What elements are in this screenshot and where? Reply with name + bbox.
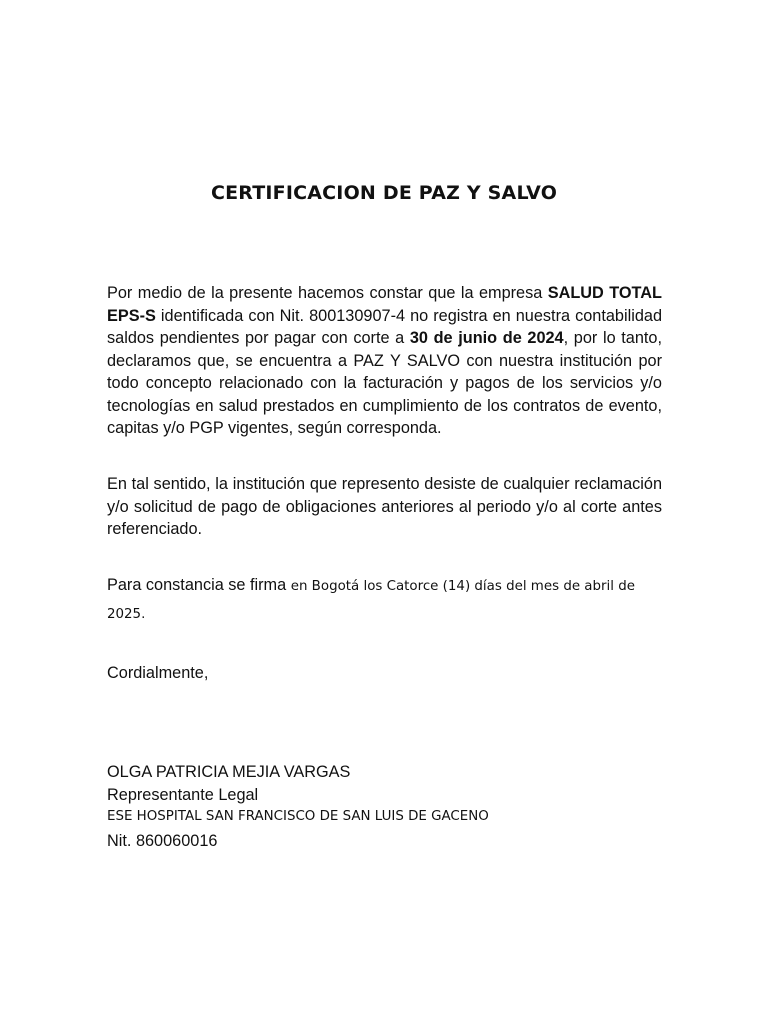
closing-salutation: Cordialmente,	[107, 664, 209, 682]
signer-name: OLGA PATRICIA MEJIA VARGAS	[107, 763, 351, 781]
signing-paragraph	[107, 572, 662, 628]
institution-nit: Nit. 860060016	[107, 832, 218, 850]
signer-role: Representante Legal	[107, 786, 259, 804]
paragraph1-text-1: Por medio de la presente hacemos constar que la empresa	[107, 284, 548, 302]
cutoff-date: 30 de junio de 2024	[409, 329, 564, 347]
company-name: SALUD TOTAL EPS-S	[107, 284, 662, 325]
signer-institution: ESE HOSPITAL SAN FRANCISCO DE SAN LUIS DE GACENO	[107, 809, 489, 824]
signing-place-date: en Bogotá los Catorce (14) días del mes de abril de 2025.	[107, 579, 635, 622]
paragraph1-text-3: , por lo tanto, declaramos que, se encuentra a PAZ Y SALVO con nuestra institución por todo concepto relacionado con la facturación y pagos de los servicios y/o tecnologías en salud prestados en cumplimiento de los contratos de evento, capitas y/o PGP vigentes, según corresponda.	[107, 329, 662, 437]
paragraph1-text-2: identificada con Nit. 800130907-4 no registra en nuestra contabilidad saldos pendientes por pagar con corte a	[107, 306, 662, 347]
waiver-paragraph: En tal sentido, la institución que represento desiste de cualquier reclamación y/o solicitud de pago de obligaciones anteriores al periodo y/o al corte antes referenciado.	[107, 475, 662, 538]
signing-lead: Para constancia se firma	[107, 576, 291, 594]
certification-paragraph	[107, 282, 662, 440]
document-title: CERTIFICACION DE PAZ Y SALVO	[210, 182, 558, 204]
